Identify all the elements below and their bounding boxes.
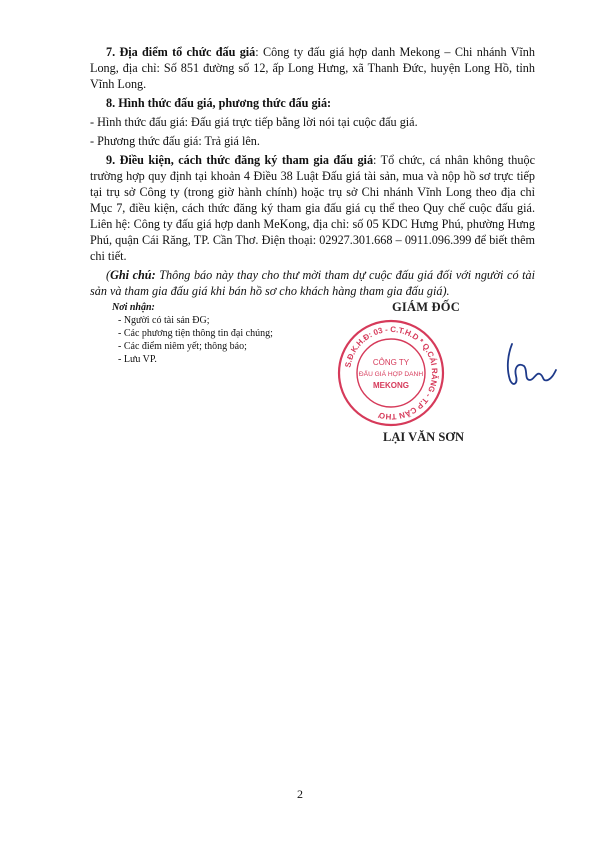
signature-title: GIÁM ĐỐC [392,300,460,314]
note [90,267,535,299]
receiver-item: - Các điểm niêm yết; thông báo; [118,341,247,352]
receiver-item: - Lưu VP. [118,354,157,365]
section-7-body: : Công ty đấu giá hợp danh Mekong – Chi nhánh Vĩnh Long, địa chỉ: Số 851 đường số 12, ấp Long Hưng, xã Thanh Đức, huyện Long Hồ, tỉnh Vĩnh Long. [90,45,535,91]
receiver-item: - Người có tài sản ĐG; [118,315,210,326]
section-9 [90,152,535,264]
company-stamp [336,318,446,428]
note-body: Thông báo này thay cho thư mời tham dự cuộc đấu giá đối với người có tài sản và tham gia đấu giá khi bán hồ sơ cho khách hàng tham gia đấu giá). [90,268,535,298]
stamp-line-3: MEKONG [373,381,409,390]
section-8-method: - Phương thức đấu giá: Trả giá lên. [90,134,260,148]
note-open-paren: ( [106,268,111,282]
section-9-heading: 9. Điều kiện, cách thức đăng ký tham gia đấu giá [106,153,374,167]
section-9-body: : Tổ chức, cá nhân không thuộc trường hợp quy định tại khoản 4 Điều 38 Luật Đấu giá tài sản, mua và nộp hồ sơ trực tiếp tại trụ sở Công ty (trong giờ hành chính) hoặc trụ sở Chi nhánh Vĩnh Long theo địa chỉ Mục 7, điều kiện, cách thức đăng ký tham gia đấu giá cụ thể theo Quy chế cuộc đấu giá. Liên hệ: Công ty đấu giá hợp danh MeKong, địa chỉ: số 05 KDC Hưng Phú, phường Hưng Phú, quận Cái Răng, TP. Cần Thơ. Điện thoại: 02927.301.668 – 0911.096.399 để biết thêm chi tiết. [90,153,535,263]
stamp-ring-text: S.Đ.K.H.Đ: 03 - C.T.H.D * Q.CÁI RĂNG - T.P CẦN THƠ [343,324,440,422]
note-label: Ghi chú: [110,268,156,282]
section-8-form: - Hình thức đấu giá: Đấu giá trực tiếp bằng lời nói tại cuộc đấu giá. [90,115,418,129]
receivers-title: Nơi nhận: [112,302,155,313]
section-8-heading: 8. Hình thức đấu giá, phương thức đấu giá: [106,96,332,110]
section-7 [90,44,535,92]
stamp-line-2: ĐẤU GIÁ HỢP DANH [358,371,424,378]
document-body [90,44,535,302]
receivers-block [112,301,273,366]
signer-name: LẠI VĂN SƠN [383,430,465,444]
handwritten-signature [500,340,560,400]
section-7-heading: 7. Địa điểm tổ chức đấu giá [106,45,256,59]
page-number: 2 [297,787,303,801]
receiver-item: - Các phương tiện thông tin đại chúng; [118,328,273,339]
stamp-line-1: CÔNG TY [372,358,410,367]
